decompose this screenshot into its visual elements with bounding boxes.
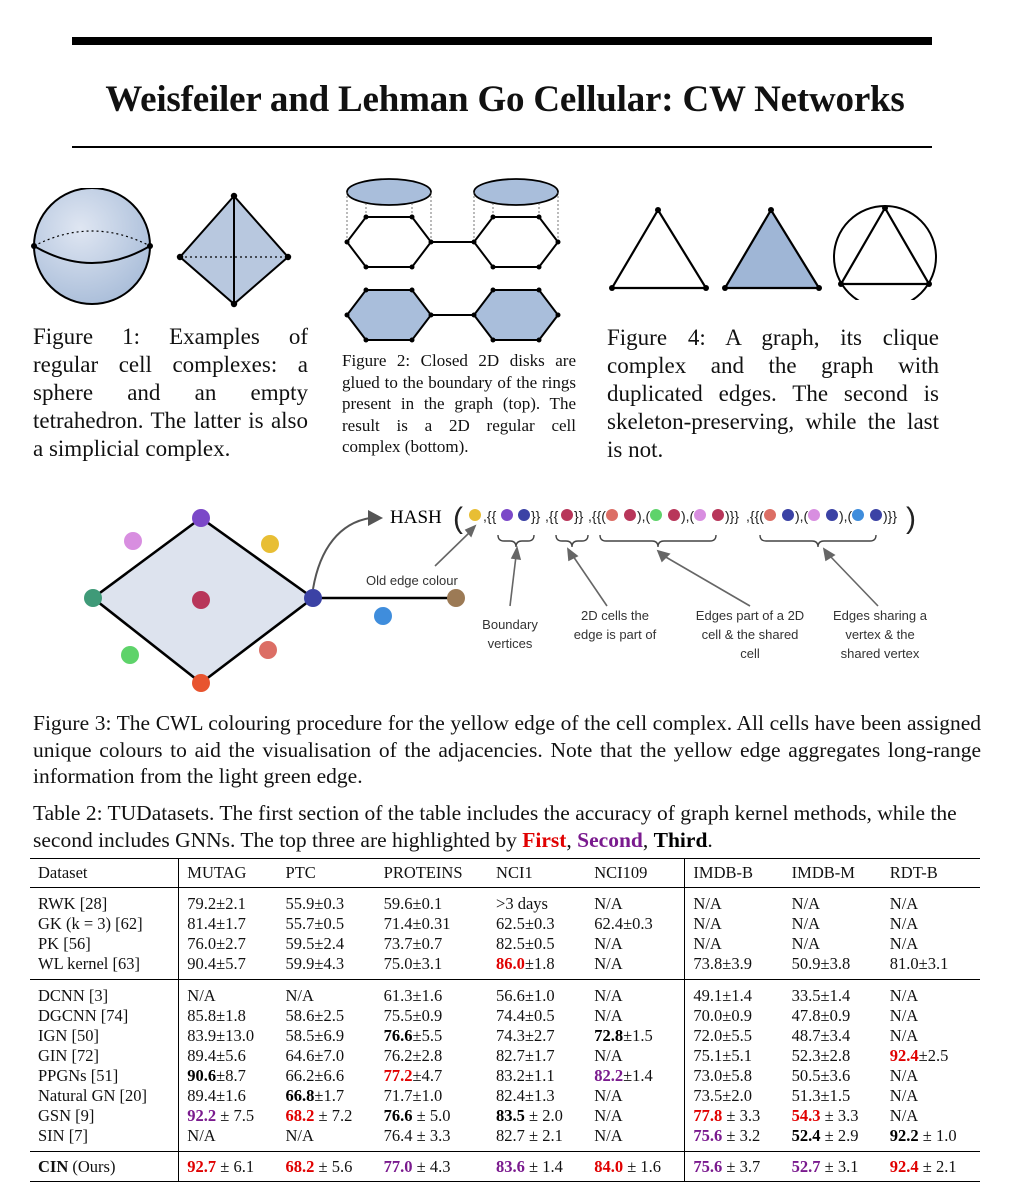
table-caption <box>33 800 981 853</box>
table-cell: 56.6±1.0 <box>488 980 586 1007</box>
annot-edges2d-1: Edges part of a 2D <box>695 608 805 623</box>
table-cell: 79.2±2.1 <box>179 888 278 915</box>
column-header: PTC <box>278 859 376 888</box>
table-cell: 33.5±1.4 <box>784 980 882 1007</box>
legend-comma-1: , <box>566 827 572 852</box>
table-cell: N/A <box>685 934 784 954</box>
svg-text:,{{(: ,{{( <box>746 508 764 524</box>
table-cell: N/A <box>889 1086 919 1105</box>
table-cell: 73.7±0.7 <box>383 934 443 953</box>
table-cell: 59.5±2.4 <box>285 934 345 953</box>
table-cell: IGN [50] <box>38 1026 99 1045</box>
table-cell <box>882 1152 980 1182</box>
table-cell: 82.7±1.7 <box>496 1046 555 1065</box>
table-cell <box>488 954 586 980</box>
cell-highlight: 76.6 <box>383 1026 413 1045</box>
cell-rest: ± 3.2 <box>722 1126 761 1145</box>
rings-with-disks <box>345 179 561 270</box>
cell-rest: ± 1.4 <box>524 1157 563 1176</box>
table-cell: 73.8±3.9 <box>685 954 784 980</box>
table-cell: 90.4±5.7 <box>179 954 278 980</box>
legend-comma-2: , <box>642 827 649 852</box>
table-row <box>30 1106 980 1126</box>
column-header: NCI1 <box>488 859 586 888</box>
table-cell: 75.1±5.1 <box>685 1046 784 1066</box>
figure-2-caption: Figure 2: Closed 2D disks are glued to the boundary of the rings present in the graph (top). The result is a 2D regular cell complex (bottom). <box>342 351 576 456</box>
table-cell <box>179 1106 278 1126</box>
figure-3-illustration <box>70 488 960 703</box>
table-cell: N/A <box>889 1026 919 1045</box>
figure-1-caption: Figure 1: Examples of regular cell complexes: a sphere and an empty tetrahedron. The latter is also a simplicial complex. <box>33 324 308 461</box>
svg-text:,{{: ,{{ <box>545 508 559 524</box>
table-cell: N/A <box>889 1106 919 1125</box>
cell-highlight: 83.5 <box>496 1106 525 1125</box>
cell-highlight: 92.4 <box>889 1157 919 1176</box>
table-caption-text: Table 2: TUDatasets. The first section of the table includes the accuracy of graph kernel methods, while the second includes GNNs. The top three are highlighted by <box>33 801 957 852</box>
table-cell: 85.8±1.8 <box>179 1006 278 1026</box>
table-cell: 73.0±5.8 <box>685 1066 784 1086</box>
table-cell: 82.4±1.3 <box>496 1086 555 1105</box>
table-cell <box>488 1152 586 1182</box>
column-header: RDT-B <box>882 859 980 888</box>
svg-text:),(: ),( <box>637 508 651 524</box>
table-cell: N/A <box>882 980 980 1007</box>
table-cell: RWK [28] <box>30 888 179 915</box>
table-cell: 71.4±0.31 <box>383 914 451 933</box>
table-row <box>30 934 980 954</box>
cell-highlight: CIN <box>38 1157 69 1176</box>
table-cell: 75.5±0.9 <box>383 1006 443 1025</box>
table-row <box>30 980 980 1007</box>
cell-highlight: 92.4 <box>889 1046 919 1065</box>
svg-text:)}}: )}} <box>725 508 740 524</box>
table-row <box>30 1026 980 1046</box>
cell-highlight: 77.8 <box>693 1106 723 1125</box>
legend-second: Second <box>577 827 643 852</box>
svg-text:),(: ),( <box>839 508 853 524</box>
cell-rest: ± 2.0 <box>524 1106 563 1125</box>
cell-highlight: 92.2 <box>889 1126 919 1145</box>
table-cell <box>784 1152 882 1182</box>
cell-highlight: 76.6 <box>383 1106 413 1125</box>
table-cell: 50.9±3.8 <box>791 954 851 973</box>
table-cell: 61.3±1.6 <box>376 980 488 1007</box>
column-header: PROTEINS <box>376 859 488 888</box>
annot-edgesv-3: shared vertex <box>840 646 920 661</box>
results-table <box>30 858 980 1182</box>
annot-2dcells-1: 2D cells the <box>581 608 649 623</box>
cell-rest: (Ours) <box>68 1157 116 1176</box>
table-cell: 83.9±13.0 <box>179 1026 278 1046</box>
table-cell <box>179 1152 278 1182</box>
table-cell: >3 days <box>488 888 586 915</box>
cell-rest: ± 3.1 <box>820 1157 859 1176</box>
table-cell: 82.7 ± 2.1 <box>496 1126 563 1145</box>
table-cell: 49.1±1.4 <box>685 980 784 1007</box>
graph-triangle <box>609 207 709 291</box>
cell-rest: ± 2.1 <box>918 1157 957 1176</box>
cell-highlight: 75.6 <box>693 1126 723 1145</box>
table-cell: 83.2±1.1 <box>496 1066 555 1085</box>
paper-title: Weisfeiler and Lehman Go Cellular: CW Networks <box>105 79 905 120</box>
table-cell: N/A <box>594 1126 623 1145</box>
column-header: IMDB-B <box>685 859 784 888</box>
table-row <box>30 1086 980 1106</box>
table-cell <box>586 1152 685 1182</box>
old-edge-label: Old edge colour <box>366 573 458 588</box>
table-cell <box>179 1066 278 1086</box>
table-cell <box>586 1066 685 1086</box>
cell-rest: ± 7.5 <box>216 1106 255 1125</box>
table-cell <box>685 1126 784 1152</box>
table-cell: N/A <box>594 934 623 953</box>
table-cell <box>376 1106 488 1126</box>
table-cell: 64.6±7.0 <box>285 1046 345 1065</box>
cell-rest: ± 1.0 <box>918 1126 957 1145</box>
figure-1-illustration <box>30 188 320 318</box>
table-cell: 55.7±0.5 <box>285 914 345 933</box>
table-cell: N/A <box>594 1106 623 1125</box>
table-cell: 58.5±6.9 <box>285 1026 345 1045</box>
cell-highlight: 83.6 <box>496 1157 525 1176</box>
table-row <box>30 1126 980 1152</box>
duplicated-edges-triangle <box>834 205 936 300</box>
column-header: Dataset <box>30 859 179 888</box>
table-cell: N/A <box>685 888 784 915</box>
table-cell: N/A <box>278 980 376 1007</box>
cell-rest: ±2.5 <box>918 1046 949 1065</box>
cell-rest: ±1.4 <box>623 1066 653 1085</box>
cell-highlight: 68.2 <box>285 1157 315 1176</box>
table-cell: N/A <box>179 1126 278 1152</box>
table-cell: 51.3±1.5 <box>791 1086 851 1105</box>
table-cell: GK (k = 3) [62] <box>38 914 143 933</box>
table-cell: 59.6±0.1 <box>376 888 488 915</box>
table-cell: 48.7±3.4 <box>791 1026 851 1045</box>
cell-highlight: 52.4 <box>791 1126 821 1145</box>
table-cell <box>376 1026 488 1046</box>
table-cell: N/A <box>791 914 821 933</box>
svg-text:): ) <box>906 502 916 535</box>
figure-3-caption: Figure 3: The CWL colouring procedure for the yellow edge of the cell complex. All cells have been assigned unique colours to aid the visualisation of the adjacencies. Note that the yellow edge aggregates long-range information from the light green edge. <box>33 711 981 788</box>
table-cell: N/A <box>791 934 821 953</box>
figure-4-illustration <box>604 200 944 300</box>
table-cell: N/A <box>784 888 882 915</box>
table-cell: 62.5±0.3 <box>496 914 555 933</box>
table-cell: 81.0±3.1 <box>889 954 949 973</box>
cell-rest: ± 1.6 <box>623 1157 661 1176</box>
table-row-ours <box>30 1152 980 1182</box>
cell-highlight: 68.2 <box>285 1106 315 1125</box>
cell-rest: ± 5.6 <box>314 1157 353 1176</box>
cell-highlight: 54.3 <box>791 1106 821 1125</box>
table-cell: N/A <box>882 888 980 915</box>
table-cell <box>376 1066 488 1086</box>
annot-2dcells-2: edge is part of <box>573 627 657 642</box>
table-cell: N/A <box>889 1006 919 1025</box>
cell-complex-result <box>345 288 561 343</box>
table-cell: 89.4±5.6 <box>179 1046 278 1066</box>
table-cell: N/A <box>889 914 919 933</box>
svg-text:}}: }} <box>531 508 541 524</box>
cell-highlight: 92.2 <box>187 1106 217 1125</box>
table-cell: 82.5±0.5 <box>496 934 555 953</box>
table-cell: 76.4 ± 3.3 <box>383 1126 451 1145</box>
clique-complex-triangle <box>722 207 822 291</box>
hash-underbraces <box>498 535 876 547</box>
table-row <box>30 1066 980 1086</box>
svg-text:}}: }} <box>574 508 584 524</box>
cell-highlight: 84.0 <box>594 1157 624 1176</box>
table-row <box>30 954 980 980</box>
table-cell: 74.3±2.7 <box>496 1026 555 1045</box>
cell-highlight: 77.0 <box>383 1157 413 1176</box>
cell-rest: ± 3.3 <box>722 1106 761 1125</box>
table-cell: 52.3±2.8 <box>791 1046 851 1065</box>
table-cell: N/A <box>594 1006 623 1025</box>
table-cell: N/A <box>586 980 685 1007</box>
cell-highlight: 72.8 <box>594 1026 624 1045</box>
cell-rest: ±1.7 <box>314 1086 345 1105</box>
cell-highlight: 52.7 <box>791 1157 821 1176</box>
table-cell: N/A <box>685 914 784 934</box>
table-cell: N/A <box>285 1126 314 1145</box>
cell-rest: ± 2.9 <box>820 1126 859 1145</box>
table-cell <box>586 1026 685 1046</box>
table-cell <box>784 1126 882 1152</box>
column-header: MUTAG <box>179 859 278 888</box>
table-cell: 89.4±1.6 <box>179 1086 278 1106</box>
table-cell: 59.9±4.3 <box>285 954 345 973</box>
table-cell: 62.4±0.3 <box>594 914 653 933</box>
table-cell: 58.6±2.5 <box>285 1006 345 1025</box>
annot-boundary-1: Boundary <box>482 617 538 632</box>
cell-highlight: 92.7 <box>187 1157 217 1176</box>
cell-rest: ±5.5 <box>412 1026 443 1045</box>
table-cell: 50.5±3.6 <box>791 1066 851 1085</box>
annot-edges2d-3: cell <box>740 646 760 661</box>
hash-expression <box>453 502 916 535</box>
table-cell: 55.9±0.3 <box>278 888 376 915</box>
table-cell <box>882 1046 980 1066</box>
title-bottom-rule <box>72 146 932 148</box>
table-cell <box>882 1126 980 1152</box>
cell-complex-diagram <box>84 509 465 692</box>
table-cell: 75.0±3.1 <box>383 954 443 973</box>
cell-rest: ±1.8 <box>524 954 555 973</box>
svg-text:),(: ),( <box>795 508 809 524</box>
table-cell <box>685 1106 784 1126</box>
cell-highlight: 90.6 <box>187 1066 217 1085</box>
table-cell: N/A <box>889 934 919 953</box>
table-cell: 76.0±2.7 <box>179 934 278 954</box>
table-cell <box>278 1106 376 1126</box>
table-cell: 71.7±1.0 <box>383 1086 443 1105</box>
table-cell: 66.2±6.6 <box>285 1066 345 1085</box>
column-header: NCI109 <box>586 859 685 888</box>
table-cell: N/A <box>594 1046 623 1065</box>
table-cell: PPGNs [51] <box>38 1066 119 1085</box>
cell-highlight: 86.0 <box>496 954 525 973</box>
table-row <box>30 1046 980 1066</box>
table-cell: Natural GN [20] <box>38 1086 148 1105</box>
table-row <box>30 1006 980 1026</box>
cell-rest: ± 6.1 <box>216 1157 255 1176</box>
table-cell <box>488 1106 586 1126</box>
table-cell <box>30 1152 179 1182</box>
table-cell <box>784 1106 882 1126</box>
table-cell: N/A <box>179 980 278 1007</box>
legend-third: Third <box>653 827 708 852</box>
sphere-shape <box>31 188 153 304</box>
cell-rest: ± 3.7 <box>722 1157 761 1176</box>
table-cell: PK [56] <box>38 934 91 953</box>
table-row <box>30 888 980 915</box>
cell-highlight: 77.2 <box>383 1066 413 1085</box>
cell-rest: ±4.7 <box>412 1066 443 1085</box>
table-header-row <box>30 859 980 888</box>
svg-text:)}}: )}} <box>883 508 898 524</box>
table-cell: DCNN [3] <box>30 980 179 1007</box>
legend-first: First <box>522 827 567 852</box>
cell-rest: ± 7.2 <box>314 1106 353 1125</box>
column-header: IMDB-M <box>784 859 882 888</box>
table-cell: DGCNN [74] <box>38 1006 129 1025</box>
annot-boundary-2: vertices <box>487 636 533 651</box>
cell-rest: ± 3.3 <box>820 1106 859 1125</box>
annot-edgesv-1: Edges sharing a <box>833 608 927 623</box>
table-cell <box>376 1152 488 1182</box>
svg-text:,{{(: ,{{( <box>588 508 606 524</box>
table-cell: GSN [9] <box>38 1106 95 1125</box>
table-cell: 73.5±2.0 <box>685 1086 784 1106</box>
svg-text:(: ( <box>453 502 463 535</box>
table-cell: N/A <box>594 954 623 973</box>
figure-2-illustration <box>336 172 586 347</box>
cell-rest: ±1.5 <box>623 1026 653 1045</box>
table-cell <box>278 1086 376 1106</box>
annot-edges2d-2: cell & the shared <box>701 627 799 642</box>
table-cell: N/A <box>594 1086 623 1105</box>
table-cell: N/A <box>586 888 685 915</box>
cell-rest: ± 5.0 <box>412 1106 451 1125</box>
table-cell: 74.4±0.5 <box>496 1006 555 1025</box>
cell-rest: ± 4.3 <box>412 1157 451 1176</box>
cell-rest: ±8.7 <box>216 1066 246 1085</box>
legend-period: . <box>707 827 713 852</box>
annot-edgesv-2: vertex & the <box>845 627 915 642</box>
table-cell <box>278 1152 376 1182</box>
title-top-rule <box>72 37 932 45</box>
table-cell: 72.0±5.5 <box>685 1026 784 1046</box>
table-cell: SIN [7] <box>38 1126 88 1145</box>
table-row <box>30 914 980 934</box>
table-cell: N/A <box>889 1066 919 1085</box>
table-cell <box>685 1152 784 1182</box>
table-cell: GIN [72] <box>38 1046 99 1065</box>
table-cell: 81.4±1.7 <box>179 914 278 934</box>
svg-text:,{{: ,{{ <box>483 508 497 524</box>
cell-highlight: 82.2 <box>594 1066 624 1085</box>
table-cell: 76.2±2.8 <box>383 1046 443 1065</box>
hash-label: HASH <box>390 507 442 528</box>
svg-text:),(: ),( <box>681 508 695 524</box>
table-cell: 47.8±0.9 <box>791 1006 851 1025</box>
figure-4-caption: Figure 4: A graph, its clique complex and the graph with duplicated edges. The second is skeleton-preserving, while the last is not. <box>607 325 939 462</box>
cell-highlight: 75.6 <box>693 1157 723 1176</box>
table-cell: 70.0±0.9 <box>685 1006 784 1026</box>
table-cell: WL kernel [63] <box>38 954 141 973</box>
cell-highlight: 66.8 <box>285 1086 315 1105</box>
hash-arrows <box>435 526 878 606</box>
tetrahedron-shape <box>177 193 291 307</box>
